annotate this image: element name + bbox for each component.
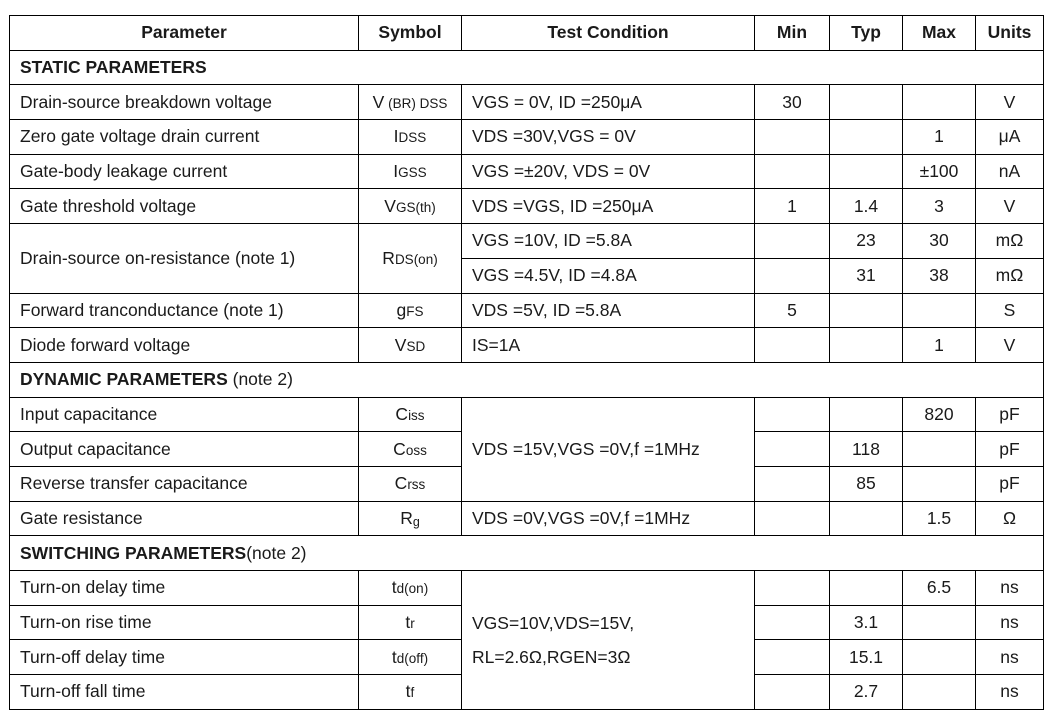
typ-cell [830, 571, 903, 606]
switching-condition-line-2: RL=2.6Ω,RGEN=3Ω [472, 646, 631, 667]
symbol-cell: VSD [359, 328, 462, 363]
symbol-cell: tr [359, 605, 462, 640]
typ-cell [830, 397, 903, 432]
switching-condition-line-1: VGS=10V,VDS=15V, [472, 612, 635, 633]
condition-cell: VDS =30V,VGS = 0V [462, 120, 755, 155]
min-cell: 30 [755, 85, 830, 120]
units-cell: pF [976, 397, 1044, 432]
max-cell [903, 675, 976, 710]
max-cell [903, 605, 976, 640]
parameter-cell: Turn-on delay time [10, 571, 359, 606]
max-cell: 1 [903, 328, 976, 363]
max-cell: 6.5 [903, 571, 976, 606]
symbol-cell: IGSS [359, 154, 462, 189]
units-cell: pF [976, 432, 1044, 467]
max-cell: 820 [903, 397, 976, 432]
symbol-cell: RDS(on) [359, 224, 462, 293]
min-cell [755, 120, 830, 155]
typ-cell: 23 [830, 224, 903, 259]
typ-cell: 2.7 [830, 675, 903, 710]
condition-cell: IS=1A [462, 328, 755, 363]
parameter-cell: Turn-off fall time [10, 675, 359, 710]
table-row-gfs [10, 293, 1044, 328]
condition-cell: VDS =VGS, ID =250μA [462, 189, 755, 224]
table-row-vsd [10, 328, 1044, 363]
header-row [10, 16, 1044, 51]
max-cell [903, 640, 976, 675]
condition-cell: VGS =±20V, VDS = 0V [462, 154, 755, 189]
typ-cell: 1.4 [830, 189, 903, 224]
parameter-cell: Output capacitance [10, 432, 359, 467]
condition-cell: VDS =0V,VGS =0V,f =1MHz [462, 501, 755, 536]
condition-cell: VGS = 0V, ID =250μA [462, 85, 755, 120]
header-typ: Typ [830, 16, 903, 51]
min-cell: 5 [755, 293, 830, 328]
table-row-bvdss [10, 85, 1044, 120]
symbol-cell: V (BR) DSS [359, 85, 462, 120]
symbol-cell: IDSS [359, 120, 462, 155]
units-cell: mΩ [976, 224, 1044, 259]
parameter-cell: Drain-source on-resistance (note 1) [10, 224, 359, 293]
header-units: Units [976, 16, 1044, 51]
units-cell: nA [976, 154, 1044, 189]
typ-cell [830, 154, 903, 189]
typ-cell [830, 293, 903, 328]
min-cell [755, 640, 830, 675]
max-cell: 3 [903, 189, 976, 224]
condition-cell [462, 571, 755, 710]
symbol-cell: $R_g$ [359, 501, 462, 536]
symbol-cell: gFS [359, 293, 462, 328]
condition-cell: VGS =4.5V, ID =4.8A [462, 258, 755, 293]
parameter-cell: Gate-body leakage current [10, 154, 359, 189]
min-cell [755, 571, 830, 606]
max-cell: 38 [903, 258, 976, 293]
parameter-cell: Reverse transfer capacitance [10, 466, 359, 501]
parameter-cell: Input capacitance [10, 397, 359, 432]
max-cell: 30 [903, 224, 976, 259]
header-test-condition: Test Condition [462, 16, 755, 51]
max-cell [903, 466, 976, 501]
parameter-cell: Gate threshold voltage [10, 189, 359, 224]
symbol-cell: tf [359, 675, 462, 710]
min-cell [755, 466, 830, 501]
section-title-dynamic: DYNAMIC PARAMETERS (note 2) [10, 362, 1044, 397]
symbol-cell: td(on) [359, 571, 462, 606]
units-cell: ns [976, 605, 1044, 640]
min-cell: 1 [755, 189, 830, 224]
typ-cell: 3.1 [830, 605, 903, 640]
typ-cell [830, 85, 903, 120]
header-max: Max [903, 16, 976, 51]
table-row-igss [10, 154, 1044, 189]
typ-cell: 118 [830, 432, 903, 467]
min-cell [755, 675, 830, 710]
symbol-cell: Ciss [359, 397, 462, 432]
min-cell [755, 397, 830, 432]
min-cell [755, 432, 830, 467]
units-cell: ns [976, 675, 1044, 710]
parameter-cell: Diode forward voltage [10, 328, 359, 363]
parameter-cell: Gate resistance [10, 501, 359, 536]
typ-cell [830, 328, 903, 363]
units-cell: mΩ [976, 258, 1044, 293]
table-row-idss [10, 120, 1044, 155]
min-cell [755, 501, 830, 536]
parameter-cell: Forward tranconductance (note 1) [10, 293, 359, 328]
min-cell [755, 154, 830, 189]
section-title-static: STATIC PARAMETERS [10, 50, 1044, 85]
symbol-cell: Coss [359, 432, 462, 467]
header-parameter: Parameter [10, 16, 359, 51]
units-cell: Ω [976, 501, 1044, 536]
max-cell [903, 85, 976, 120]
section-row-switching [10, 536, 1044, 571]
max-cell: ±100 [903, 154, 976, 189]
spec-table [9, 15, 1044, 710]
max-cell [903, 293, 976, 328]
units-cell: S [976, 293, 1044, 328]
min-cell [755, 224, 830, 259]
parameter-cell: Turn-off delay time [10, 640, 359, 675]
max-cell [903, 432, 976, 467]
parameter-cell: Drain-source breakdown voltage [10, 85, 359, 120]
typ-cell: 15.1 [830, 640, 903, 675]
typ-cell [830, 120, 903, 155]
units-cell: V [976, 189, 1044, 224]
table-row-tdon [10, 571, 1044, 606]
max-cell: 1.5 [903, 501, 976, 536]
condition-cell: VDS =15V,VGS =0V,f =1MHz [462, 397, 755, 501]
table-row-ciss [10, 397, 1044, 432]
table-row-rdson-1 [10, 224, 1044, 259]
symbol-cell: Crss [359, 466, 462, 501]
table-row-vgsth [10, 189, 1044, 224]
symbol-cell: td(off) [359, 640, 462, 675]
min-cell [755, 328, 830, 363]
typ-cell [830, 501, 903, 536]
condition-cell: VDS =5V, ID =5.8A [462, 293, 755, 328]
parameter-cell: Zero gate voltage drain current [10, 120, 359, 155]
header-symbol: Symbol [359, 16, 462, 51]
section-row-dynamic [10, 362, 1044, 397]
units-cell: V [976, 85, 1044, 120]
section-row-static [10, 50, 1044, 85]
units-cell: μA [976, 120, 1044, 155]
units-cell: ns [976, 640, 1044, 675]
parameter-cell: Turn-on rise time [10, 605, 359, 640]
header-min: Min [755, 16, 830, 51]
condition-cell: VGS =10V, ID =5.8A [462, 224, 755, 259]
section-title-switching: SWITCHING PARAMETERS(note 2) [10, 536, 1044, 571]
units-cell: pF [976, 466, 1044, 501]
min-cell [755, 605, 830, 640]
min-cell [755, 258, 830, 293]
table-row-rg [10, 501, 1044, 536]
symbol-cell: VGS(th) [359, 189, 462, 224]
typ-cell: 31 [830, 258, 903, 293]
typ-cell: 85 [830, 466, 903, 501]
max-cell: 1 [903, 120, 976, 155]
units-cell: ns [976, 571, 1044, 606]
units-cell: V [976, 328, 1044, 363]
